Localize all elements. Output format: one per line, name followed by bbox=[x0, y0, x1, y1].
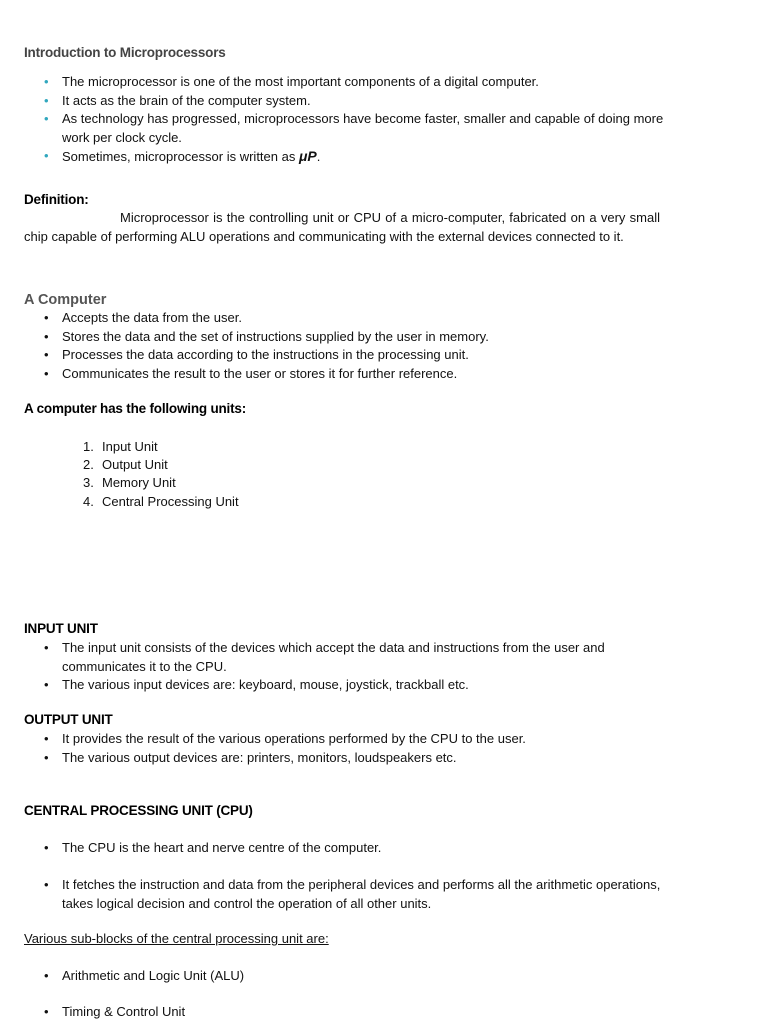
list-item: • The CPU is the heart and nerve centre of the computer. bbox=[24, 839, 664, 858]
bullet-icon: • bbox=[44, 148, 49, 163]
list-item: 3. Memory Unit bbox=[83, 475, 176, 491]
bullet-icon: • bbox=[44, 74, 49, 89]
list-item: • It fetches the instruction and data from the peripheral devices and performs all the arithmetic operations, takes logical decision and control the operation of all other units. bbox=[44, 877, 661, 911]
mu-p-symbol: μP bbox=[298, 148, 317, 164]
bullet-icon: • bbox=[44, 749, 49, 765]
subblocks-heading: Various sub-blocks of the central processing unit are: bbox=[24, 931, 329, 946]
bullet-icon: • bbox=[44, 968, 49, 983]
units-numbered-list bbox=[24, 438, 664, 511]
list-item: • The various output devices are: printers, monitors, loudspeakers etc. bbox=[24, 749, 664, 768]
output-unit-heading: OUTPUT UNIT bbox=[24, 712, 113, 727]
list-item: • The various input devices are: keyboard, mouse, joystick, trackball etc. bbox=[24, 676, 664, 695]
list-item: • As technology has progressed, microprocessors have become faster, smaller and capable of doing more work per clock cycle. bbox=[44, 111, 664, 145]
bullet-icon: • bbox=[44, 677, 49, 692]
list-item: • Accepts the data from the user. bbox=[24, 309, 664, 328]
subblocks-bullet-list-2 bbox=[24, 1003, 664, 1022]
bullet-icon: • bbox=[44, 640, 49, 655]
bullet-icon: • bbox=[44, 310, 49, 325]
intro-bullet-list bbox=[24, 73, 664, 167]
intro-title: Introduction to Microprocessors bbox=[24, 45, 226, 60]
bullet-icon: • bbox=[44, 347, 49, 362]
list-item: • It acts as the brain of the computer system. bbox=[24, 92, 664, 111]
list-item: • It provides the result of the various operations performed by the CPU to the user. bbox=[24, 730, 664, 749]
computer-bullet-list bbox=[24, 309, 664, 383]
list-item: • Sometimes, microprocessor is written as μP. bbox=[44, 148, 321, 164]
list-item: 2. Output Unit bbox=[83, 457, 168, 473]
definition-text: Microprocessor is the controlling unit or CPU of a micro-computer, fabricated on a very small chip capable of performing ALU operations and communicating with the external devices connected to it. bbox=[24, 210, 660, 244]
list-item: • Processes the data according to the instructions in the processing unit. bbox=[24, 346, 664, 365]
subblocks-bullet-list-1 bbox=[24, 967, 664, 986]
bullet-icon: • bbox=[44, 731, 49, 746]
input-unit-heading: INPUT UNIT bbox=[24, 621, 98, 636]
list-item: • The microprocessor is one of the most important components of a digital computer. bbox=[24, 73, 664, 92]
list-item: • Arithmetic and Logic Unit (ALU) bbox=[24, 967, 664, 986]
list-item: • Communicates the result to the user or stores it for further reference. bbox=[24, 365, 664, 384]
bullet-icon: • bbox=[44, 92, 49, 108]
bullet-icon: • bbox=[44, 111, 49, 126]
cpu-heading: CENTRAL PROCESSING UNIT (CPU) bbox=[24, 803, 253, 818]
bullet-icon: • bbox=[44, 877, 49, 892]
cpu-bullet-list-1 bbox=[24, 839, 664, 858]
bullet-icon: • bbox=[44, 365, 49, 381]
bullet-icon: • bbox=[44, 840, 49, 855]
list-item: 1. Input Unit bbox=[83, 439, 158, 454]
cpu-bullet-list-2 bbox=[24, 876, 664, 913]
units-heading: A computer has the following units: bbox=[24, 401, 246, 416]
computer-heading: A Computer bbox=[24, 292, 107, 308]
list-item: • The input unit consists of the devices which accept the data and instructions from the user and communicates it to the CPU. bbox=[44, 640, 605, 674]
bullet-icon: • bbox=[44, 1004, 49, 1019]
bullet-icon: • bbox=[44, 328, 49, 344]
list-item: • Stores the data and the set of instructions supplied by the user in memory. bbox=[24, 328, 664, 347]
output-unit-bullet-list bbox=[24, 730, 664, 767]
input-unit-bullet-list bbox=[24, 639, 664, 695]
list-item: 4. Central Processing Unit bbox=[83, 493, 239, 509]
list-item: • Timing & Control Unit bbox=[24, 1003, 664, 1022]
definition-heading: Definition: bbox=[24, 192, 89, 207]
